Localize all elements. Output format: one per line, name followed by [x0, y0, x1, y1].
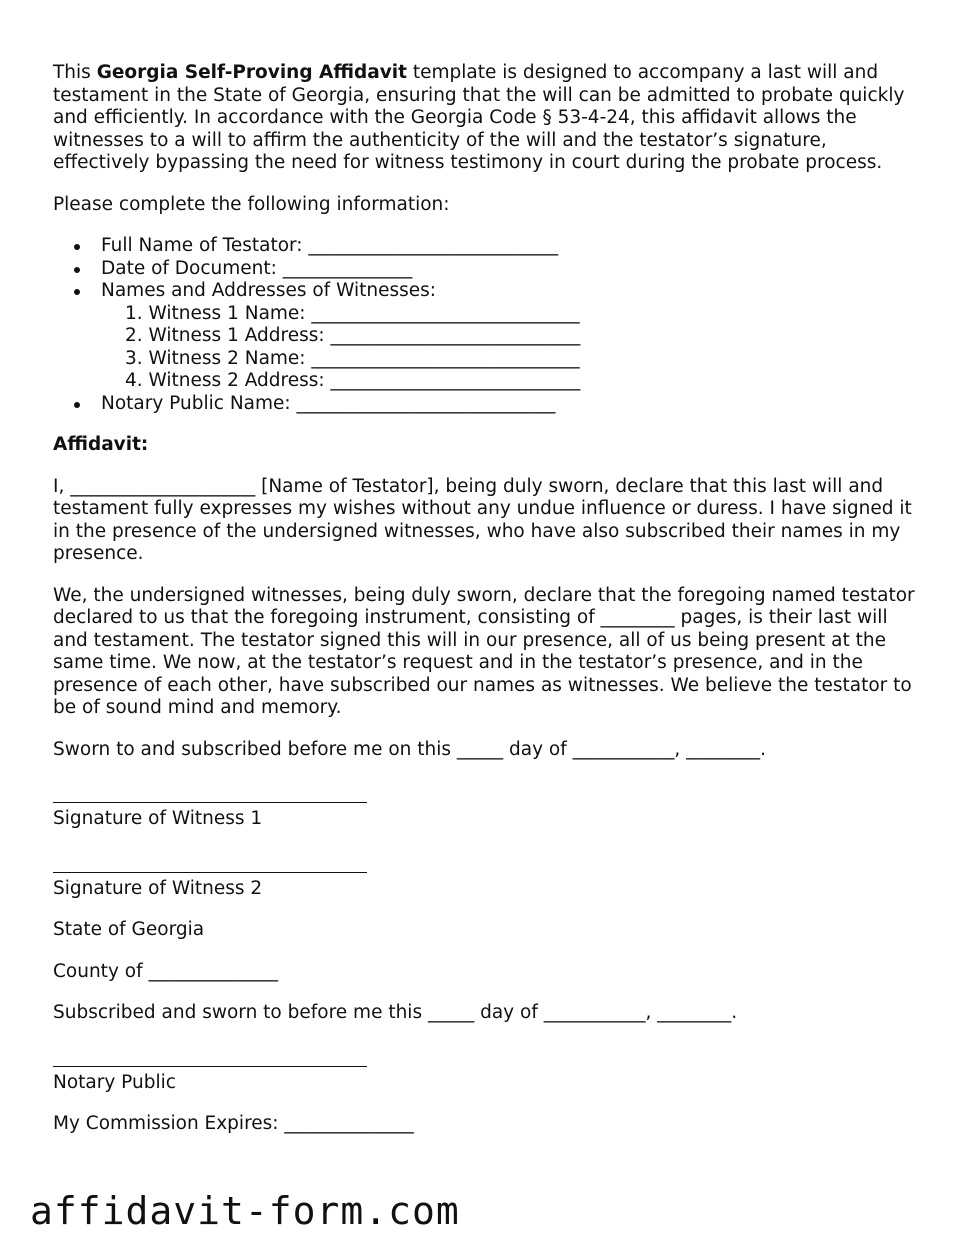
field-witness-1-name[interactable]: 1. Witness 1 Name: _____________________________	[125, 302, 580, 324]
document-title: Georgia Self-Proving Affidavit	[96, 62, 407, 83]
affidavit-heading-text: Affidavit:	[53, 434, 149, 455]
field-testator-name[interactable]: Full Name of Testator: ___________________________	[53, 235, 923, 258]
intro-text: template is designed to accompany a last will and testament in the State of Georgia, ensuring that the will can be admitted to probate quickly and efficiently. In accordance with the Georgia Code § 53-4-24, this affidavit allows the witnesses to a will to affirm the authenticity of the will and the testator’s signature, effectively bypassing the need for witness testimony in court during the probate process.	[53, 62, 905, 173]
intro-paragraph	[53, 62, 923, 175]
field-witness-2-name[interactable]: 3. Witness 2 Name: _____________________________	[125, 347, 580, 369]
field-witness-1-address[interactable]: 2. Witness 1 Address: ___________________________	[125, 325, 581, 346]
witnesses-list	[101, 303, 923, 393]
testator-declaration: I, ____________________ [Name of Testator], being duly sworn, declare that this last will and testament fully expresses my wishes without any undue influence or duress. I have signed it in the presence of the undersigned witnesses, who have also subscribed their names in my presence.	[53, 475, 912, 564]
intro-prefix: This	[53, 62, 97, 83]
field-document-date[interactable]: Date of Document: ______________	[53, 258, 923, 281]
witness-declaration: We, the undersigned witnesses, being duly sworn, declare that the foregoing named testator declared to us that the foregoing instrument, consisting of ________ pages, is their last will and testament. The testator signed this will in our presence, all of us being present at the same time. We now, at the testator’s request and in the testator’s presence, and in the presence of each other, have subscribed our names as witnesses. We believe the testator to be of sound mind and memory.	[53, 584, 915, 718]
sworn-line: Sworn to and subscribed before me on this _____ day of ___________, ________.	[53, 738, 767, 760]
witness-2-signature-line[interactable]	[53, 872, 367, 873]
notary-subscribed-line: Subscribed and sworn to before me this _____ day of ___________, ________.	[53, 1002, 738, 1023]
witness-1-signature-line[interactable]	[53, 802, 367, 803]
field-notary-name[interactable]: Notary Public Name: ____________________________	[53, 393, 923, 416]
witnesses-heading: Names and Addresses of Witnesses:	[101, 280, 436, 301]
instructions: Please complete the following information:	[53, 193, 450, 215]
field-witness-2-address[interactable]: 4. Witness 2 Address: ___________________________	[125, 370, 581, 391]
notary-signature-label: Notary Public	[53, 1071, 176, 1093]
notary-state: State of Georgia	[53, 919, 205, 940]
affidavit-document	[53, 62, 923, 1155]
witness-2-signature-label: Signature of Witness 2	[53, 877, 263, 899]
notary-county: County of ______________	[53, 960, 278, 982]
witness-1-signature-label: Signature of Witness 1	[53, 808, 263, 829]
information-list	[53, 235, 923, 415]
notary-signature-line[interactable]	[53, 1066, 367, 1067]
field-witnesses	[53, 280, 923, 393]
commission-expires: My Commission Expires: ______________	[53, 1113, 414, 1134]
site-watermark: affidavit-form.com	[30, 1189, 460, 1233]
affidavit-heading	[53, 434, 923, 457]
